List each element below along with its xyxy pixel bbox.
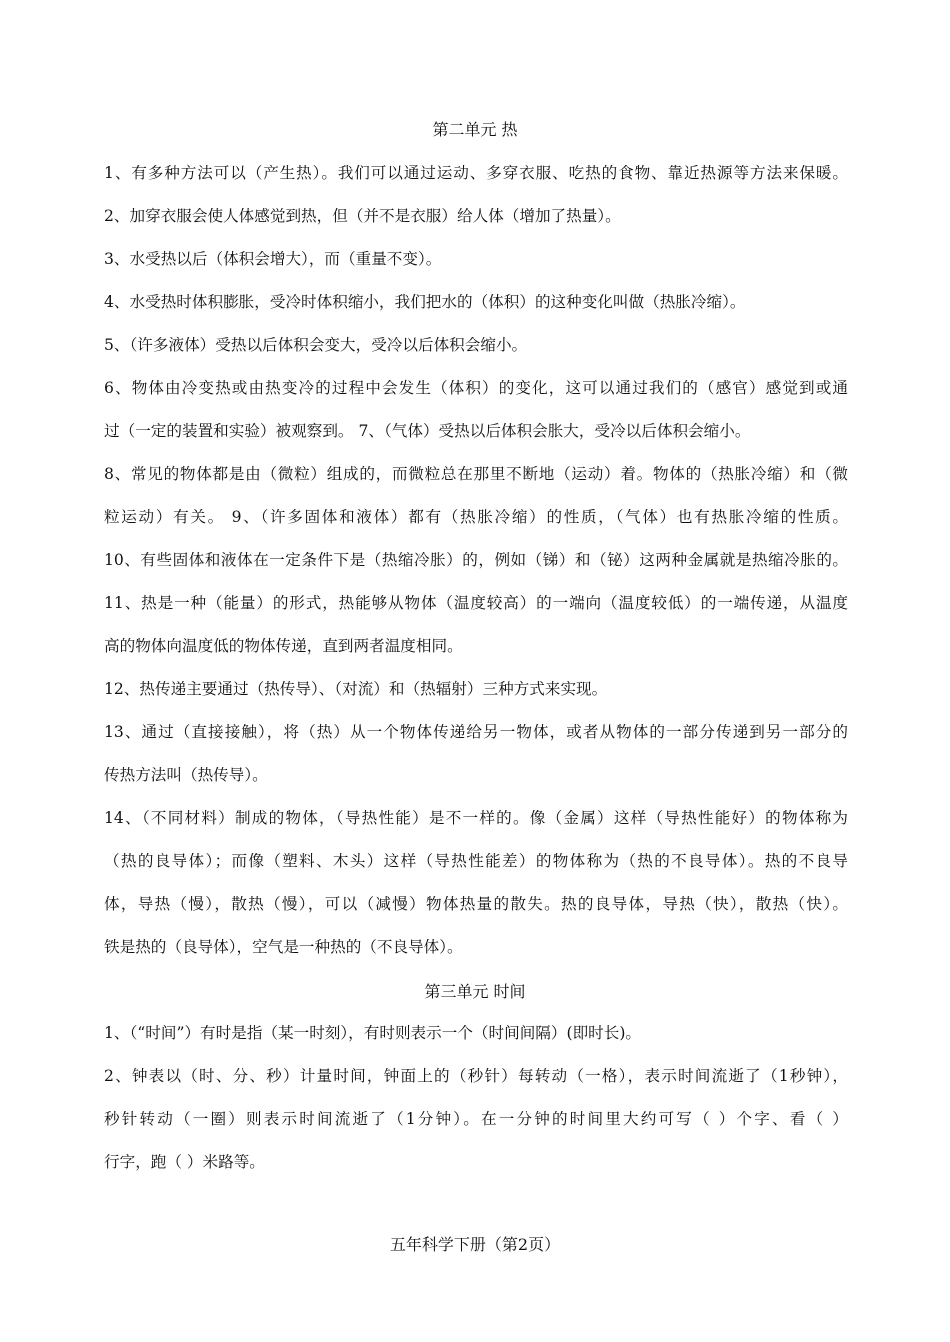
unit2-line-11: 11、热是一种（能量）的形式，热能够从物体（温度较高）的一端向（温度较低）的一端传递，从温度 — [104, 594, 848, 612]
unit2-line-4: 4、水受热时体积膨胀，受冷时体积缩小，我们把水的（体积）的这种变化叫做（热胀冷缩）。 — [104, 293, 746, 311]
unit3-heading: 第三单元 时间 — [424, 982, 526, 1001]
unit2-heading: 第二单元 热 — [432, 120, 518, 139]
unit2-line-13: 12、热传递主要通过（热传导）、（对流）和（热辐射）三种方式来实现。 — [104, 680, 608, 698]
unit2-line-7: 过（一定的装置和实验）被观察到。 7、（气体）受热以后体积会胀大，受冷以后体积会缩小。 — [104, 422, 751, 440]
unit2-line-6: 6、物体由冷变热或由热变冷的过程中会发生（体积）的变化，这可以通过我们的（感官）感觉到或通 — [104, 379, 848, 397]
unit3-line-1: 1、（“时间”）有时是指（某一时刻），有时则表示一个（时间间隔）(即时长)。 — [104, 1024, 642, 1042]
unit2-line-15: 传热方法叫（热传导）。 — [104, 766, 268, 784]
page-footer: 五年科学下册（第2页） — [389, 1235, 561, 1254]
unit3-line-2: 2、钟表以（时、分、秒）计量时间，钟面上的（秒针）每转动（一格），表示时间流逝了（1秒钟）， — [104, 1067, 848, 1085]
unit3-line-3: 秒针转动（一圈）则表示时间流逝了（1分钟）。在一分钟的时间里大约可写（ ）个字、看（ ） — [104, 1110, 848, 1128]
unit3-line-4: 行字，跑（ ）米路等。 — [104, 1153, 265, 1171]
unit2-line-3: 3、水受热以后（体积会增大），而（重量不变）。 — [104, 250, 442, 268]
unit2-line-16: 14、（不同材料）制成的物体，（导热性能）是不一样的。像（金属）这样（导热性能好）的物体称为 — [104, 809, 848, 827]
unit2-line-17: （热的良导体）；而像（塑料、木头）这样（导热性能差）的物体称为（热的不良导体）。热的不良导 — [104, 852, 848, 870]
unit2-line-14: 13、通过（直接接触），将（热）从一个物体传递给另一物体，或者从物体的一部分传递到另一部分的 — [104, 723, 848, 741]
unit2-line-2: 2、加穿衣服会使人体感觉到热，但（并不是衣服）给人体（增加了热量）。 — [104, 207, 621, 225]
unit2-line-10: 10、有些固体和液体在一定条件下是（热缩冷胀）的，例如（锑）和（铋）这两种金属就是热缩冷胀的。 — [104, 551, 848, 569]
unit2-line-19: 铁是热的（良导体），空气是一种热的（不良导体）。 — [104, 938, 463, 956]
unit2-line-12: 高的物体向温度低的物体传递，直到两者温度相同。 — [104, 637, 463, 655]
unit2-line-18: 体，导热（慢），散热（慢），可以（减慢）物体热量的散失。热的良导体，导热（快），散热（快）。 — [104, 895, 848, 913]
unit2-line-5: 5、（许多液体）受热以后体积会变大，受冷以后体积会缩小。 — [104, 336, 528, 354]
unit2-line-9: 粒运动）有关。 9、（许多固体和液体）都有（热胀冷缩）的性质，（气体）也有热胀冷缩的性质。 — [104, 508, 848, 526]
unit2-line-8: 8、常见的物体都是由（微粒）组成的，而微粒总在那里不断地（运动）着。物体的（热胀冷缩）和（微 — [104, 465, 848, 483]
unit2-line-1: 1、有多种方法可以（产生热）。我们可以通过运动、多穿衣服、吃热的食物、靠近热源等方法来保暖。 — [104, 164, 848, 182]
